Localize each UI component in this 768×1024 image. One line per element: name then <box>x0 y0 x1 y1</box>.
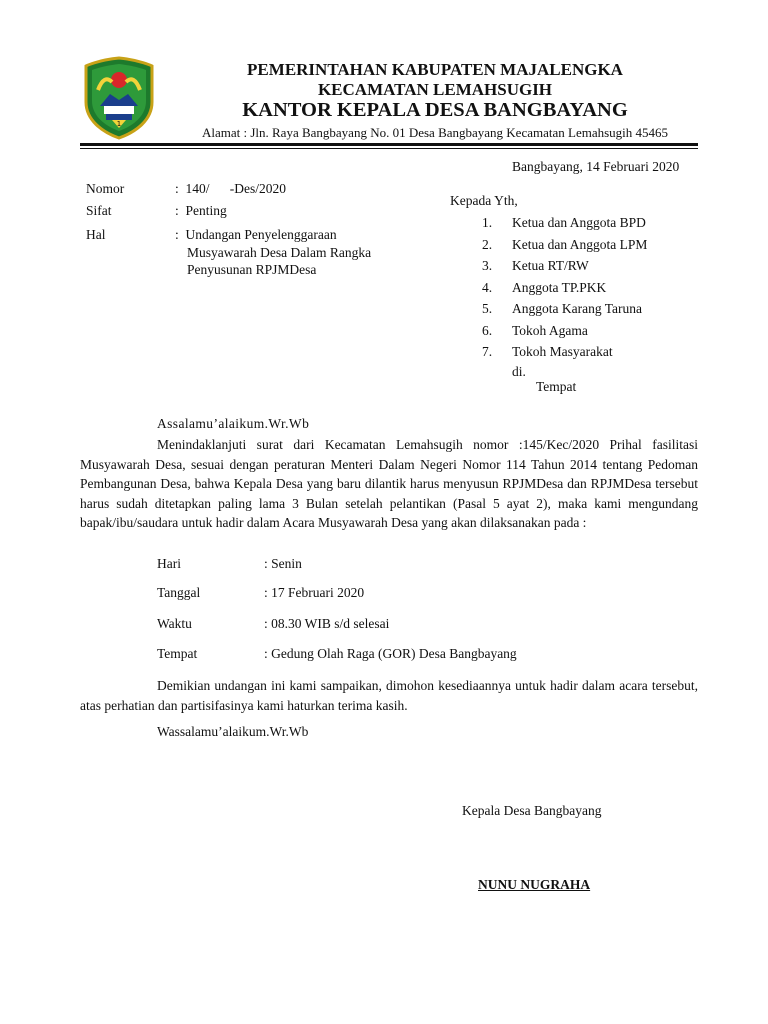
recipients-title: Kepada Yth, <box>450 193 518 208</box>
list-item-text: Tokoh Agama <box>512 322 588 338</box>
letterhead-government: PEMERINTAHAN KABUPATEN MAJALENGKA <box>247 60 623 79</box>
list-item-text: Tokoh Masyarakat <box>512 344 613 359</box>
letterhead-office: KANTOR KEPALA DESA BANGBAYANG <box>242 99 628 121</box>
body-paragraph-2-text: Demikian undangan ini kami sampaikan, dimohon kesediaannya untuk hadir dalam acara tersebut, atas perhatian dan partisifasinya kami haturkan terima kasih. <box>80 678 698 713</box>
recipients-tempat: Tempat <box>536 379 577 394</box>
signature-title: Kepala Desa Bangbayang <box>462 803 602 818</box>
list-item-number: 6. <box>482 322 493 338</box>
list-item-text: Ketua RT/RW <box>512 258 589 273</box>
body-paragraph-1-text: Menindaklanjuti surat dari Kecamatan Lemahsugih nomor :145/Kec/2020 Prihal fasilitasi Musyawarah Desa, sesuai dengan peraturan Menteri Dalam Negeri Nomor 114 Tahun 2014 tentang Pedoman Pembangunan Desa, bahwa Kepala Desa yang baru dilantik harus menyusun RPJMDesa dan RPJMDesa tersebut harus sudah ditetapkan paling lama 3 Bulan setelah pelantikan (Pasal 5 ayat 2), maka kami mengundang bapak/ibu/saudara untuk hadir dalam Acara Musyawarah Desa yang akan dilaksanakan pada : <box>80 437 698 531</box>
list-item <box>482 255 712 277</box>
list-item-text: Anggota TP.PKK <box>512 279 607 295</box>
recipient-list <box>482 212 712 363</box>
signature-name: NUNU NUGRAHA <box>478 877 591 892</box>
hal-label: Hal <box>86 227 106 242</box>
detail-hari-label: Hari <box>157 556 181 571</box>
list-item-number: 7. <box>482 344 493 359</box>
hal-value-line3: Penyusunan RPJMDesa <box>187 262 317 277</box>
sifat-value: : Penting <box>175 203 227 218</box>
closing-salutation: Wassalamu’alaikum.Wr.Wb <box>157 724 309 739</box>
list-item <box>482 320 712 342</box>
greeting: Assalamu’alaikum.Wr.Wb <box>157 416 310 431</box>
list-item-number: 3. <box>482 258 493 273</box>
recipients-di: di. <box>512 364 526 379</box>
nomor-label: Nomor <box>86 181 125 196</box>
letterhead-district: KECAMATAN LEMAHSUGIH <box>317 80 553 99</box>
list-item <box>482 234 712 256</box>
list-item-number: 4. <box>482 279 493 295</box>
list-item-text: Anggota Karang Taruna <box>512 301 643 316</box>
list-item-text: Ketua dan Anggota BPD <box>512 215 646 230</box>
sifat-label: Sifat <box>86 203 112 218</box>
list-item-number: 1. <box>482 215 493 230</box>
list-item-text: Ketua dan Anggota LPM <box>512 236 648 252</box>
detail-tempat-label: Tempat <box>157 646 198 661</box>
detail-hari-value: : Senin <box>264 556 302 571</box>
list-item <box>482 298 712 320</box>
body-paragraph-1 <box>80 435 698 533</box>
detail-tanggal-label: Tanggal <box>157 585 201 600</box>
list-item-number: 2. <box>482 236 493 252</box>
letterhead-address: Alamat : Jln. Raya Bangbayang No. 01 Desa Bangbayang Kecamatan Lemahsugih 45465 <box>201 125 669 140</box>
list-item <box>482 341 712 363</box>
svg-text:1: 1 <box>116 120 122 128</box>
nomor-value: : 140/ -Des/2020 <box>175 181 286 196</box>
place-date: Bangbayang, 14 Februari 2020 <box>512 159 680 174</box>
detail-tempat-value: : Gedung Olah Raga (GOR) Desa Bangbayang <box>264 646 517 661</box>
regency-crest-logo <box>82 56 156 140</box>
header-divider-thin <box>80 148 698 149</box>
hal-value-line2: Musyawarah Desa Dalam Rangka <box>187 245 372 260</box>
list-item <box>482 212 712 234</box>
header-divider-thick <box>80 143 698 146</box>
list-item-number: 5. <box>482 301 493 316</box>
detail-waktu-value: : 08.30 WIB s/d selesai <box>264 616 390 631</box>
hal-value-line1: : Undangan Penyelenggaraan <box>175 227 337 242</box>
detail-waktu-label: Waktu <box>157 616 192 631</box>
detail-tanggal-value: : 17 Februari 2020 <box>264 585 365 600</box>
list-item <box>482 277 712 299</box>
body-paragraph-2 <box>80 676 698 715</box>
